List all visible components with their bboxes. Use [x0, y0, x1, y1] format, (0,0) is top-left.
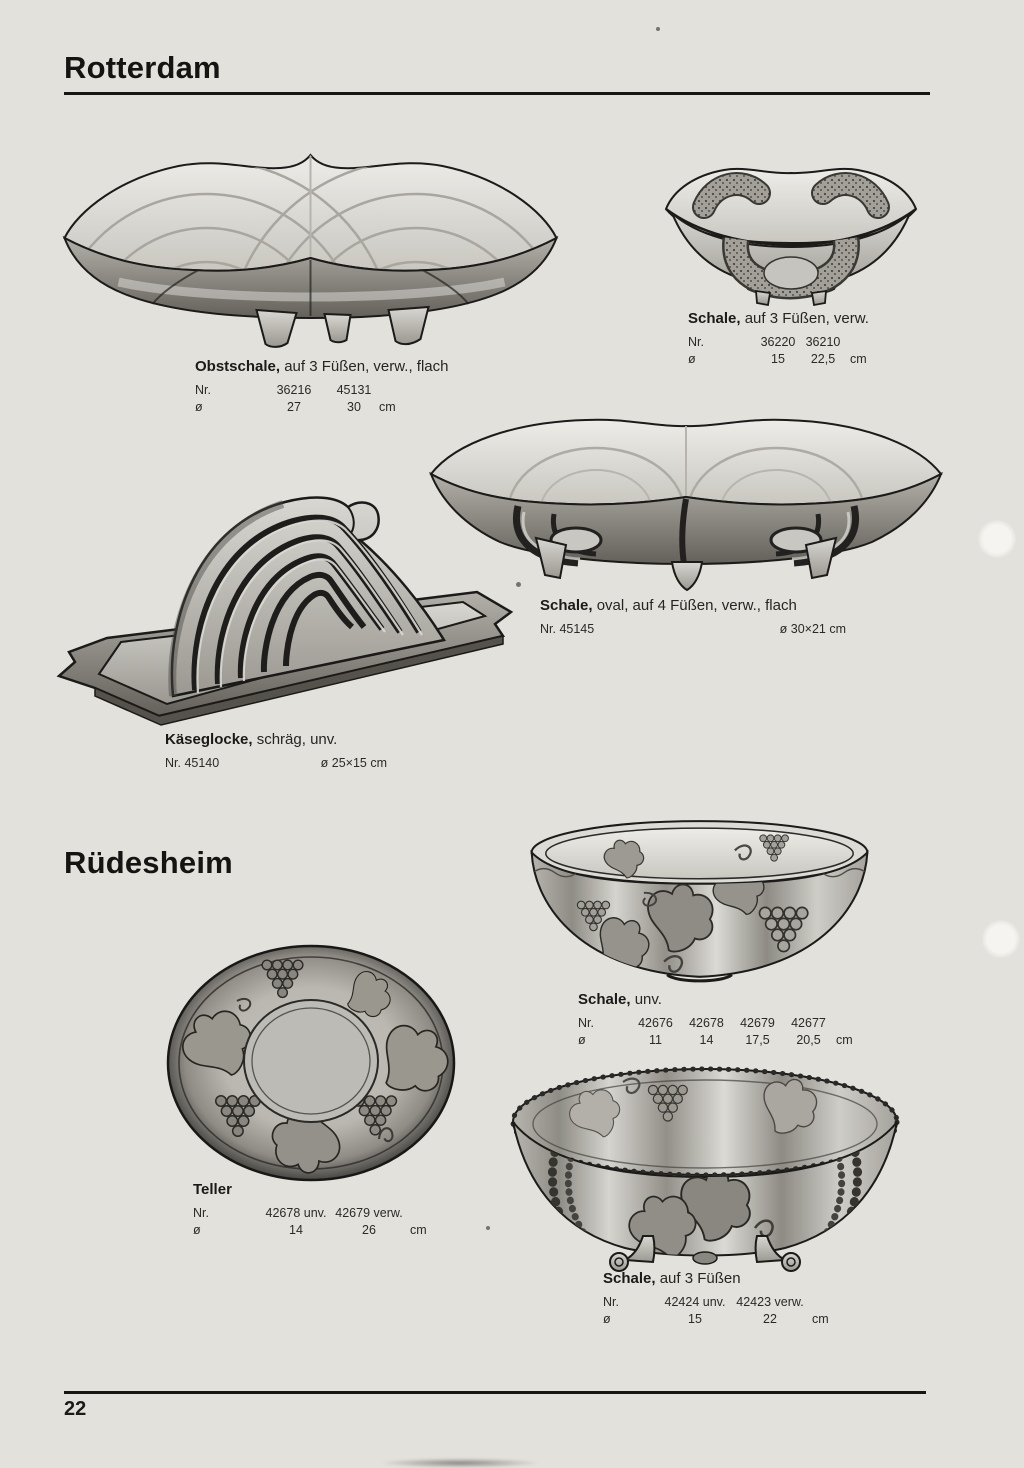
nr-value: 42679 verw.	[335, 1206, 403, 1220]
unit-label: cm	[836, 1033, 853, 1047]
nr-value: Nr. 45145	[540, 622, 595, 636]
nr-label: Nr.	[193, 1206, 209, 1220]
page-number: 22	[64, 1398, 87, 1420]
scan-speck	[486, 1226, 490, 1230]
nr-value: 36216	[276, 383, 312, 397]
dia-value: 14	[289, 1223, 303, 1237]
nr-row	[195, 382, 448, 399]
size-value: ø 30×21 cm	[779, 622, 846, 636]
nr-label: Nr.	[578, 1016, 594, 1030]
section-title-ruedesheim: Rüdesheim	[64, 845, 233, 880]
nr-value: 42677	[791, 1016, 826, 1030]
photo-teller	[163, 943, 459, 1183]
product-title	[540, 597, 846, 614]
product-desc: auf 3 Füßen	[659, 1270, 741, 1287]
product-name: Käseglocke,	[165, 731, 253, 748]
product-title	[193, 1181, 442, 1198]
dia-row	[195, 399, 448, 416]
dia-value: 14	[699, 1033, 714, 1047]
nr-value: 42423 verw.	[736, 1295, 804, 1309]
product-name: Obstschale,	[195, 358, 281, 375]
photo-obstschale	[58, 140, 564, 358]
dia-row	[578, 1032, 868, 1049]
product-title	[165, 731, 387, 748]
nr-row	[603, 1294, 844, 1311]
section-title-rotterdam: Rotterdam	[64, 50, 221, 85]
product-name: Teller	[193, 1181, 232, 1198]
product-title	[603, 1270, 844, 1287]
punch-hole	[982, 920, 1020, 958]
dia-value: 20,5	[796, 1033, 821, 1047]
caption-schale-unv	[578, 991, 868, 1049]
nr-label: Nr.	[688, 335, 704, 349]
product-desc: auf 3 Füßen, verw.	[744, 310, 869, 327]
nr-value: 36210	[805, 335, 841, 349]
product-name: Schale,	[603, 1270, 656, 1287]
unit-label: cm	[850, 352, 867, 366]
photo-kaeseglocke	[55, 466, 515, 728]
dia-value: 22	[763, 1312, 777, 1326]
caption-schale-3fuessen-verw	[688, 310, 888, 368]
nr-value: 36220	[760, 335, 796, 349]
product-desc: schräg, unv.	[256, 731, 338, 748]
scan-speck	[656, 27, 660, 31]
product-desc: oval, auf 4 Füßen, verw., flach	[596, 597, 797, 614]
dia-value: 22,5	[810, 352, 836, 366]
nr-size-line	[165, 755, 387, 772]
photo-schale-unv	[522, 812, 877, 994]
dia-value: 11	[649, 1033, 662, 1047]
caption-obstschale	[195, 358, 448, 416]
product-title	[195, 358, 448, 375]
dia-row	[688, 351, 888, 368]
nr-row	[578, 1015, 868, 1032]
nr-label: Nr.	[195, 383, 211, 397]
nr-value: 42676	[638, 1016, 673, 1030]
dia-label: ø	[578, 1033, 586, 1047]
product-name: Schale,	[688, 310, 741, 327]
size-value: ø 25×15 cm	[320, 756, 387, 770]
dia-value: 26	[362, 1223, 376, 1237]
dia-label: ø	[193, 1223, 201, 1237]
nr-value: 45131	[336, 383, 372, 397]
dia-value: 30	[347, 400, 361, 414]
dia-label: ø	[195, 400, 203, 414]
dia-label: ø	[603, 1312, 611, 1326]
nr-value: 42678 unv.	[265, 1206, 327, 1220]
dia-label: ø	[688, 352, 696, 366]
nr-size-line	[540, 621, 846, 638]
product-desc: auf 3 Füßen, verw., flach	[284, 358, 449, 375]
dia-value: 17,5	[745, 1033, 770, 1047]
nr-value: Nr. 45140	[165, 756, 220, 770]
caption-teller	[193, 1181, 442, 1239]
unit-label: cm	[812, 1312, 829, 1326]
dia-row	[193, 1222, 442, 1239]
product-title	[578, 991, 868, 1008]
dia-value: 15	[771, 352, 785, 366]
nr-row	[193, 1205, 442, 1222]
scan-speck	[516, 582, 521, 587]
nr-label: Nr.	[603, 1295, 619, 1309]
section-rule-rotterdam	[64, 92, 930, 95]
caption-schale-oval	[540, 597, 846, 638]
photo-schale-3fuessen	[503, 1060, 907, 1275]
footer-rule	[64, 1391, 926, 1394]
photo-schale-3fuessen-verw	[662, 157, 920, 307]
nr-row	[688, 334, 888, 351]
caption-kaeseglocke	[165, 731, 387, 772]
dia-value: 27	[287, 400, 301, 414]
product-name: Schale,	[578, 991, 631, 1008]
unit-label: cm	[379, 400, 396, 414]
scan-smudge	[380, 1458, 540, 1468]
caption-schale-3fuessen	[603, 1270, 844, 1328]
product-desc: unv.	[634, 991, 662, 1008]
dia-value: 15	[688, 1312, 702, 1326]
nr-value: 42678	[689, 1016, 724, 1030]
dia-row	[603, 1311, 844, 1328]
nr-value: 42424 unv.	[664, 1295, 726, 1309]
unit-label: cm	[410, 1223, 427, 1237]
product-name: Schale,	[540, 597, 593, 614]
product-title	[688, 310, 888, 327]
punch-hole	[978, 520, 1016, 558]
nr-value: 42679	[740, 1016, 775, 1030]
